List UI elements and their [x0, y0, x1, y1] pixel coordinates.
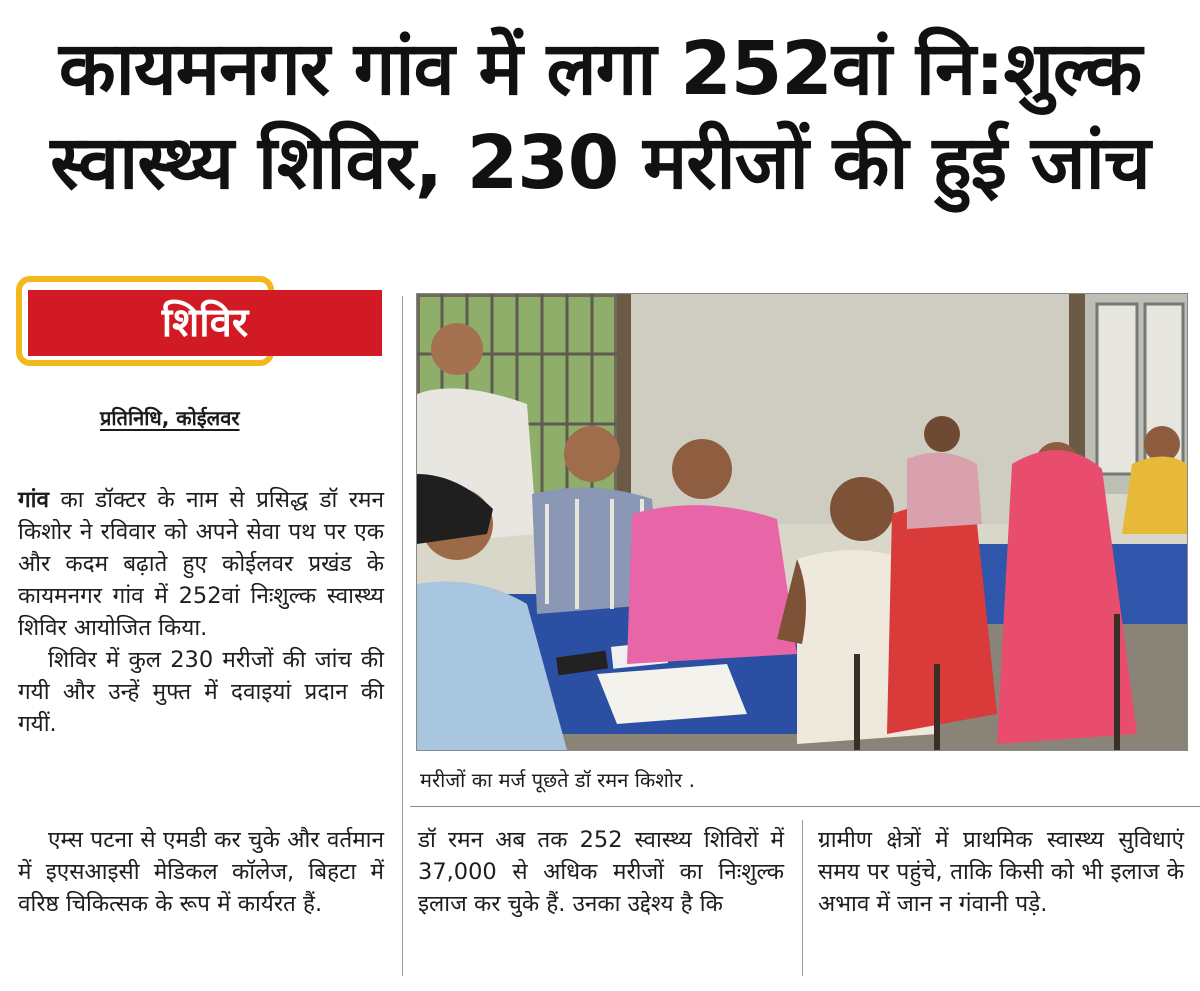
section-tag-label: शिविर — [28, 290, 382, 356]
article-paragraph-5: ग्रामीण क्षेत्रों में प्राथमिक स्वास्थ्य सुविधाएं समय पर पहुंचे, ताकि किसी को भी इलाज के अभाव में जान न गंवानी पड़े. — [818, 827, 1184, 917]
photo-caption: मरीजों का मर्ज पूछते डॉ रमन किशोर . — [420, 768, 695, 792]
paragraph-1-text: का डॉक्टर के नाम से प्रसिद्ध डॉ रमन किशोर ने रविवार को अपने सेवा पथ पर एक और कदम बढ़ाते हुए कोईलवर प्रखंड के कायमनगर गांव में 252वां निःशुल्क स्वास्थ्य शिविर आयोजित किया. — [18, 487, 384, 641]
article-paragraph-1 — [18, 484, 384, 644]
article-column-3 — [818, 824, 1184, 920]
headline — [0, 22, 1200, 210]
section-tag — [16, 276, 382, 372]
article-column-1-bottom — [18, 824, 384, 920]
headline-line-1: कायमनगर गांव में लगा 252वां नि:शुल्क — [58, 26, 1142, 112]
dropcap-lead: गांव — [18, 487, 50, 513]
article-paragraph-2: शिविर में कुल 230 मरीजों की जांच की गयी और उन्हें मुफ्त में दवाइयां प्रदान की गयीं. — [18, 647, 384, 737]
news-photo-illustration — [417, 294, 1187, 750]
article-paragraph-4: डॉ रमन अब तक 252 स्वास्थ्य शिविरों में 37,000 से अधिक मरीजों का निःशुल्क इलाज कर चुके हैं. उनका उद्देश्य है कि — [418, 827, 784, 917]
headline-line-2: स्वास्थ्य शिविर, 230 मरीजों की हुई जांच — [50, 120, 1150, 206]
article-paragraph-3: एम्स पटना से एमडी कर चुके और वर्तमान में इएसआइसी मेडिकल कॉलेज, बिहटा में वरिष्ठ चिकित्सक के रूप में कार्यरत हैं. — [18, 827, 384, 917]
article-column-1 — [18, 484, 384, 740]
column-divider-2 — [802, 820, 803, 976]
caption-divider — [410, 806, 1200, 807]
article-column-2 — [418, 824, 784, 920]
column-divider-1 — [402, 296, 403, 976]
byline: प्रतिनिधि, कोईलवर — [100, 406, 240, 430]
news-photo — [416, 293, 1188, 751]
